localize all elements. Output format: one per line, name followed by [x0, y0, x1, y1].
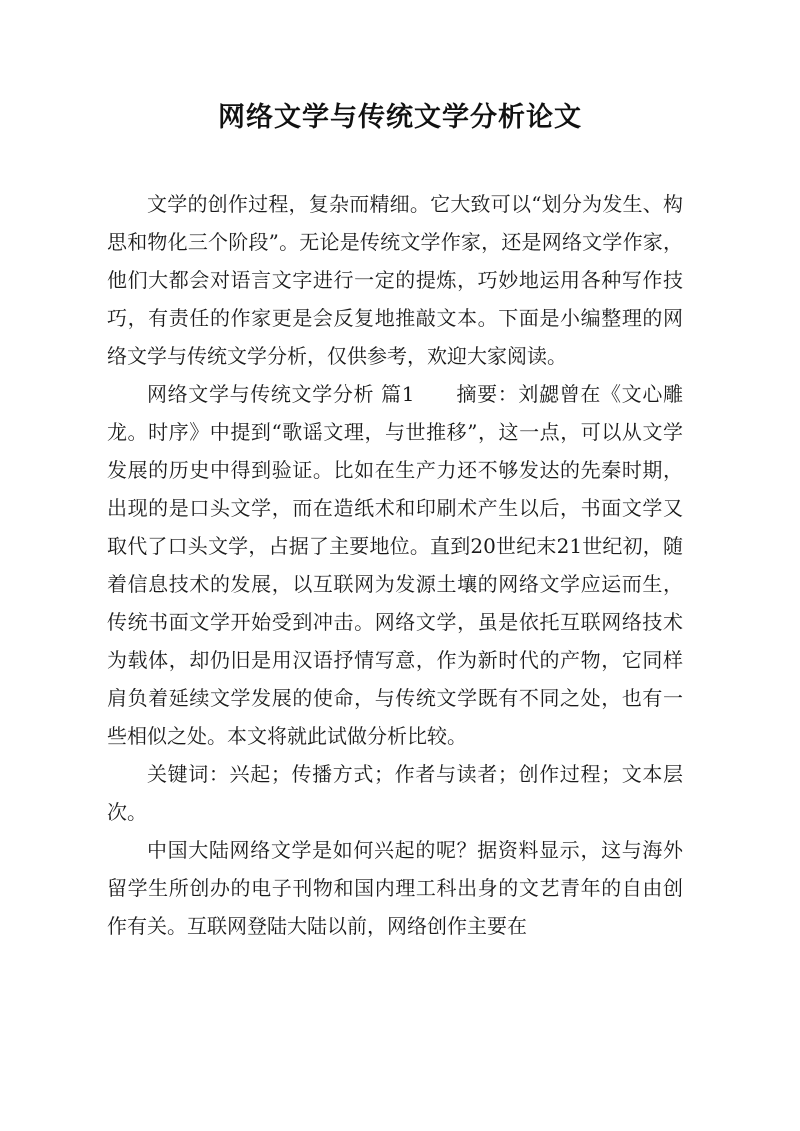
document-title: 网络文学与传统文学分析论文: [218, 102, 582, 133]
body-paragraph: 中国大陆网络文学是如何兴起的呢？据资料显示，这与海外留学生所创办的电子刊物和国内理工科出身的文艺青年的自由创作有关。互联网登陆大陆以前，网络创作主要在: [107, 838, 683, 938]
keywords-paragraph: 关键词：兴起；传播方式；作者与读者；创作过程；文本层次。: [107, 762, 683, 824]
section-paragraph: 网络文学与传统文学分析 篇1 摘要：刘勰曾在《文心雕龙。时序》中提到“歌谣文理，与世推移”，这一点，可以从文学发展的历史中得到验证。比如在生产力还不够发达的先秦时期，出现的是口头文学，而在造纸术和印刷术产生以后，书面文学又取代了口头文学，占据了主要地位。直到20世纪末21世纪初，随着信息技术的发展，以互联网为发源土壤的网络文学应运而生，传统书面文学开始受到冲击。网络文学，虽是依托互联网络技术为载体，却仍旧是用汉语抒情写意，作为新时代的产物，它同样肩负着延续文学发展的使命，与传统文学既有不同之处，也有一些相似之处。本文将就此试做分析比较。: [107, 382, 683, 748]
document-body: [107, 185, 683, 945]
intro-paragraph: 文学的创作过程，复杂而精细。它大致可以“划分为发生、构思和物化三个阶段”。无论是传统文学作家，还是网络文学作家，他们大都会对语言文字进行一定的提炼，巧妙地运用各种写作技巧，有责任的作家更是会反复地推敲文本。下面是小编整理的网络文学与传统文学分析，仅供参考，欢迎大家阅读。: [107, 192, 683, 368]
